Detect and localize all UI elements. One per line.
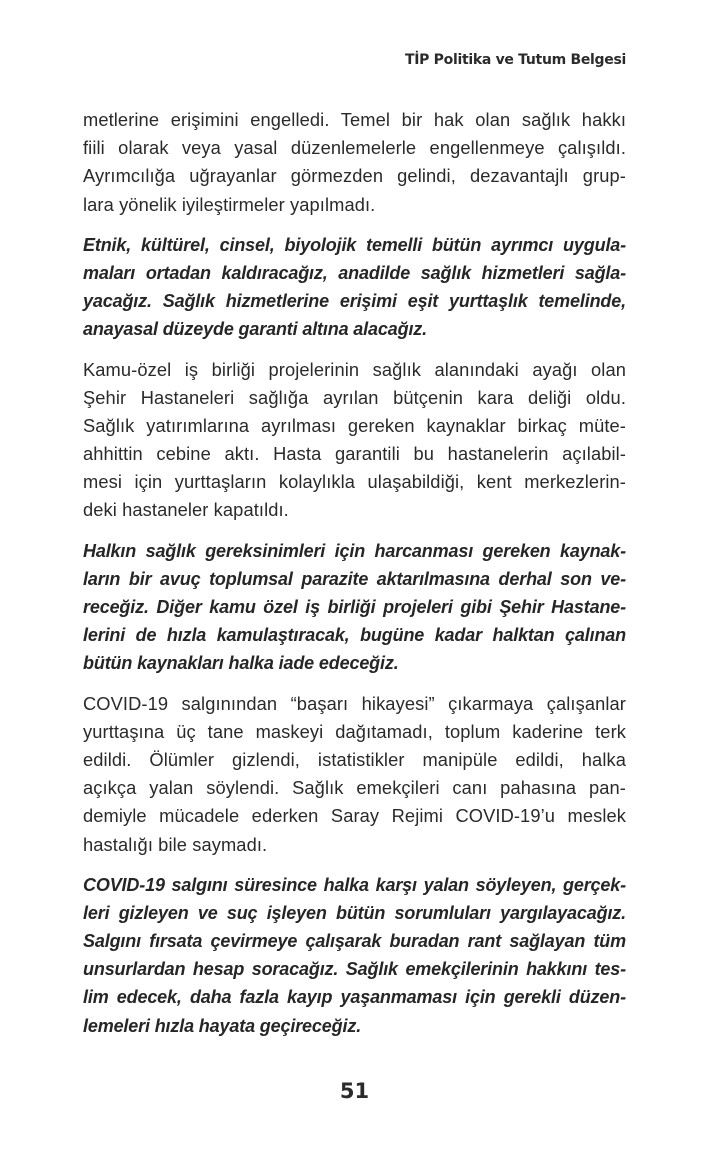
text-line: unsurlardan hesap soracağız. Sağlık emekçilerinin hakkını tes- — [83, 959, 626, 980]
text-line: maları ortadan kaldıracağız, anadilde sağlık hizmetleri sağla- — [83, 262, 626, 283]
text-line: bütün kaynakları halka iade edeceğiz. — [83, 653, 399, 674]
paragraph-regular — [83, 690, 626, 859]
text-line: demiyle mücadele ederken Saray Rejimi COVID-19’u meslek — [83, 805, 626, 827]
text-line: leri gizleyen ve suç işleyen bütün sorumluları yargılayacağız. — [83, 902, 626, 923]
text-line: COVID-19 salgını süresince halka karşı yalan söyleyen, gerçek- — [83, 874, 626, 895]
text-line: Etnik, kültürel, cinsel, biyolojik temelli bütün ayrımcı uygula- — [83, 234, 626, 255]
text-line: Kamu-özel iş birliği projelerinin sağlık alanındaki ayağı olan — [83, 358, 626, 380]
paragraph-emphasis — [83, 231, 626, 344]
page-number: 51 — [339, 1079, 370, 1103]
text-line: metlerine erişimini engelledi. Temel bir hak olan sağlık hakkı — [83, 109, 626, 130]
text-line: lerini de hızla kamulaştıracak, bugüne kadar halktan çalınan — [83, 625, 626, 646]
paragraph-emphasis — [83, 871, 626, 1040]
text-line: lemeleri hızla hayata geçireceğiz. — [83, 1015, 362, 1036]
text-line: Şehir Hastaneleri sağlığa ayrılan bütçenin kara deliği oldu. — [83, 386, 626, 408]
text-line: mesi için yurttaşların kolaylıkla ulaşabildiği, kent merkezlerin- — [83, 471, 626, 493]
paragraph-emphasis — [83, 537, 626, 678]
text-line: yacağız. Sağlık hizmetlerine erişimi eşit yurttaşlık temelinde, — [83, 291, 626, 312]
text-line: lim edecek, daha fazla kayıp yaşanmaması için gerekli düzen- — [83, 987, 626, 1008]
text-line: Salgını fırsata çevirmeye çalışarak buradan rant sağlayan tüm — [83, 931, 626, 952]
text-line: lara yönelik iyileştirmeler yapılmadı. — [83, 193, 376, 215]
text-line: yurttaşına üç tane maskeyi dağıtamadı, toplum kaderine terk — [83, 720, 626, 742]
text-line: Sağlık yatırımlarına ayrılması gereken kaynaklar birkaç müte- — [83, 414, 626, 436]
text-line: COVID-19 salgınından “başarı hikayesi” çıkarmaya çalışanlar — [83, 692, 626, 714]
paragraph-regular — [83, 106, 626, 219]
page-body — [83, 106, 626, 1052]
text-line: receğiz. Diğer kamu özel iş birliği projeleri gibi Şehir Hastane- — [83, 597, 626, 617]
running-header: TİP Politika ve Tutum Belgesi — [404, 52, 626, 68]
text-line: hastalığı bile saymadı. — [83, 833, 268, 855]
paragraph-regular — [83, 356, 626, 525]
text-line: ların bir avuç toplumsal parazite aktarılmasına derhal son ve- — [83, 568, 626, 589]
text-line: anayasal düzeyde garanti altına alacağız. — [83, 319, 427, 340]
text-line: deki hastaneler kapatıldı. — [83, 499, 289, 521]
text-line: Ayrımcılığa uğrayanlar görmezden gelindi, dezavantajlı grup- — [83, 165, 626, 187]
text-line: edildi. Ölümler gizlendi, istatistikler manipüle edildi, halka — [83, 748, 626, 770]
text-line: ahhittin cebine aktı. Hasta garantili bu hastanelerin açılabil- — [83, 443, 626, 465]
text-line: açıkça yalan söylendi. Sağlık emekçileri canı pahasına pan- — [83, 777, 626, 799]
text-line: fiili olarak veya yasal düzenlemelerle engellenmeye çalışıldı. — [83, 137, 626, 159]
text-line: Halkın sağlık gereksinimleri için harcanması gereken kaynak- — [83, 540, 626, 561]
